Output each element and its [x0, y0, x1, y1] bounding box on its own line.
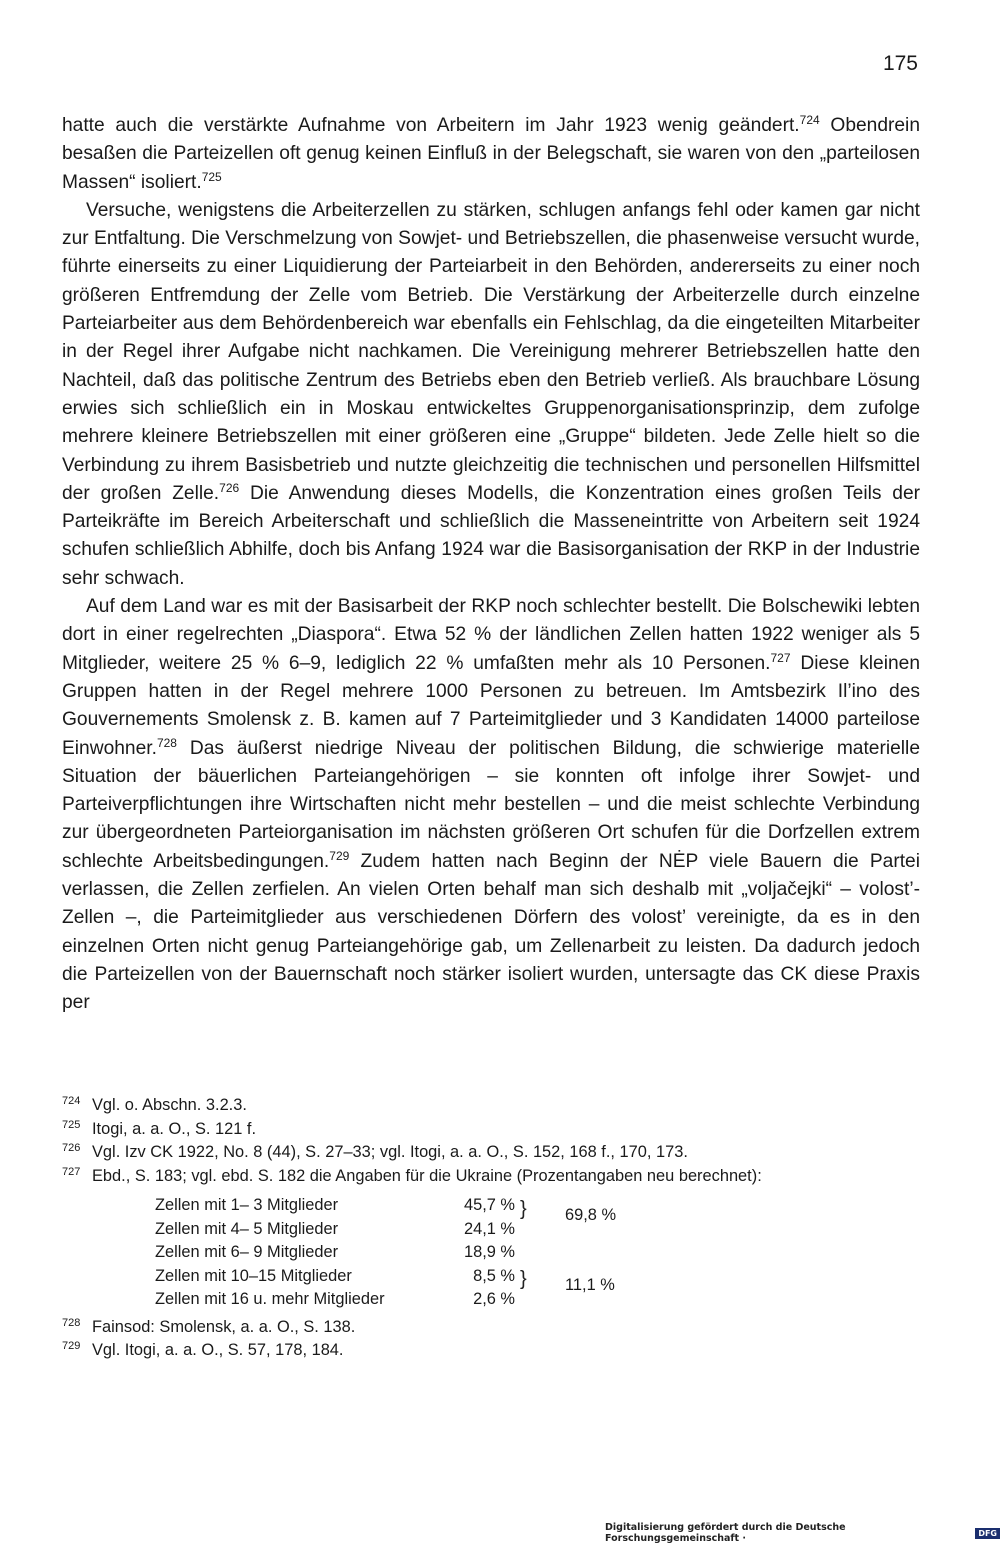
- row-percent: 24,1 %: [463, 1219, 515, 1238]
- table-row: [155, 1218, 920, 1242]
- table-row: [155, 1194, 920, 1218]
- footnote-text: Fainsod: Smolensk, a. a. O., S. 138.: [92, 1317, 356, 1336]
- footnote-number: 726: [62, 1142, 81, 1154]
- credit-text: Digitalisierung gefördert durch die Deutsche Forschungsgemeinschaft ·: [605, 1522, 846, 1544]
- footnote-number: 727: [62, 1165, 81, 1178]
- group-total-large-cells: 11,1 %: [565, 1276, 615, 1294]
- footnote-728: [62, 1316, 920, 1340]
- row-label: Zellen mit 16 u. mehr Mitglieder: [155, 1290, 385, 1308]
- footnote-reference[interactable]: 727: [770, 650, 791, 665]
- row-label: Zellen mit 1– 3 Mitglieder: [155, 1196, 339, 1214]
- footnote-724: [62, 1094, 920, 1118]
- row-label: Zellen mit 4– 5 Mitglieder: [155, 1219, 339, 1238]
- body-text: [62, 112, 920, 1018]
- footnote-number: 729: [62, 1340, 81, 1352]
- paragraph-text: Diese kleinen Gruppen hatten in der Regel mehrere 1000 Personen zu betreuen. Im Amtsbezirk Il’ino des Gouvernements Smolensk z. B. kamen auf 7 Parteimitglieder und 3 Kandidaten 14000 parteilose Einwohner.: [62, 652, 920, 759]
- paragraph-text: Obendrein besaßen die Parteizellen oft genug keinen Einfluß in der Belegschaft, sie waren von den „parteilosen Massen“ isoliert.: [62, 115, 920, 193]
- footnote-726: [62, 1141, 920, 1165]
- ukraine-cell-size-table: [155, 1194, 920, 1312]
- footnote-727: [62, 1165, 920, 1189]
- footnote-text: Vgl. Izv CK 1922, No. 8 (44), S. 27–33; vgl. Itogi, a. a. O., S. 152, 168 f., 170, 173.: [92, 1143, 688, 1161]
- paragraph-text: Zudem hatten nach Beginn der NĖP viele Bauern die Partei verlassen, die Zellen zerfielen. An vielen Orten behalf man sich deshalb mit „voljačejki“ – volost’-Zellen –, die Parteimitglieder aus verschiedenen Dörfern des volost’ vereinigte, da es in den einzelnen Orten nicht genug Parteiangehörige gab, um Zellenarbeit zu leisten. Da dadurch jedoch die Parteizellen von der Bauernschaft noch stärker isoliert wurden, untersagte das CK diese Praxis per: [62, 850, 920, 1014]
- row-label: Zellen mit 10–15 Mitglieder: [155, 1266, 352, 1285]
- table-row: [155, 1241, 920, 1265]
- footnote-text: Vgl. o. Abschn. 3.2.3.: [92, 1096, 247, 1114]
- footnote-number: 728: [62, 1316, 81, 1329]
- footnote-number: 724: [62, 1095, 81, 1107]
- paragraph-text: Die Anwendung dieses Modells, die Konzentration eines großen Teils der Parteikräfte im Bereich Arbeiterschaft und schließlich die Masseneintritte von Arbeitern seit 1924 schufen schließlich Abhilfe, doch bis Anfang 1924 war die Basisorganisation der RKP in der Industrie sehr schwach.: [62, 482, 921, 589]
- footnote-text: Itogi, a. a. O., S. 121 f.: [92, 1119, 256, 1138]
- footnote-725: [62, 1118, 920, 1142]
- paragraph-text: Auf dem Land war es mit der Basisarbeit der RKP noch schlechter bestellt. Die Bolschewiki lebten dort in einer regelrechten „Diaspora“. Etwa 52 % der ländlichen Zellen hatten 1922 weniger als 5 Mitglieder, weitere 25 % 6–9, lediglich 22 % umfaßten mehr als 10 Personen.: [62, 596, 920, 674]
- footnote-reference[interactable]: 726: [219, 480, 240, 495]
- footnote-reference[interactable]: 729: [329, 848, 350, 863]
- footnote-reference[interactable]: 724: [799, 113, 820, 127]
- paragraph: [62, 112, 920, 197]
- paragraph-text: Versuche, wenigstens die Arbeiterzellen zu stärken, schlugen anfangs fehl oder kamen gar nicht zur Entfaltung. Die Verschmelzung von Sowjet- und Betriebszellen, die phasenweise versucht wurde, führte einerseits zu einer Liquidierung der Parteiarbeit in den Behörden, andererseits zu einer noch größeren Entfremdung der Zelle vom Betrieb. Die Verstärkung der Arbeiterzelle durch einzelne Parteiarbeiter aus dem Behördenbereich war ebenfalls ein Fehlschlag, da die eingeteilten Mitarbeiter in der Regel ihrer Aufgabe nicht nachkamen. Die Vereinigung mehrerer Betriebszellen hatte den Nachteil, daß das politische Zentrum des Betriebs eben den Betrieb verließ. Als brauchbare Lösung erwies sich schließlich ein in Moskau entwickeltes Gruppenorganisationsprinzip, dem zufolge mehrere kleinere Betriebszellen mit einer größeren eine „Gruppe“ bildeten. Jede Zelle hielt so die Verbindung zu ihrem Basisbetrieb und nutzte gleichzeitig die technischen und personellen Hilfsmittel der großen Zelle.: [62, 199, 920, 504]
- row-label: Zellen mit 6– 9 Mitglieder: [155, 1243, 339, 1261]
- row-percent: 18,9 %: [463, 1243, 515, 1261]
- paragraph-text: hatte auch die verstärkte Aufnahme von Arbeitern im Jahr 1923 wenig geändert.: [62, 115, 800, 136]
- footnote-text: Ebd., S. 183; vgl. ebd. S. 182 die Angaben für die Ukraine (Prozentangaben neu berechnet):: [92, 1166, 762, 1185]
- dfg-logo: DFG: [975, 1528, 1000, 1539]
- footnote-text: Vgl. Itogi, a. a. O., S. 57, 178, 184.: [92, 1341, 344, 1359]
- paragraph-text: Das äußerst niedrige Niveau der politischen Bildung, die schwierige materielle Situation der bäuerlichen Parteiangehörigen – sie konnten oft infolge ihrer Sowjet- und Parteiverpflichtungen ihre Wirtschaften nicht mehr bestellen – und die meist schlechte Verbindung zur übergeordneten Parteiorganisation im nächsten größeren Ort schufen für die Dorfzellen extrem schlechte Arbeitsbedingungen.: [62, 737, 920, 872]
- brace-icon: }: [520, 1268, 527, 1290]
- row-percent: 45,7 %: [463, 1196, 515, 1214]
- paragraph: [62, 197, 920, 593]
- brace-icon: }: [520, 1198, 527, 1220]
- group-total-small-cells: 69,8 %: [565, 1206, 617, 1224]
- paragraph: [62, 593, 920, 1017]
- footnotes: [62, 1094, 920, 1363]
- footnote-number: 725: [62, 1118, 81, 1131]
- table-row: [155, 1288, 920, 1312]
- row-percent: 2,6 %: [473, 1290, 515, 1308]
- footnote-reference[interactable]: 728: [156, 735, 177, 750]
- table-row: [155, 1265, 920, 1289]
- footnote-reference[interactable]: 725: [201, 169, 222, 184]
- row-percent: 8,5 %: [473, 1266, 515, 1285]
- footnote-729: [62, 1339, 920, 1363]
- digitization-credit: [605, 1522, 1000, 1544]
- page-number: 175: [882, 52, 918, 75]
